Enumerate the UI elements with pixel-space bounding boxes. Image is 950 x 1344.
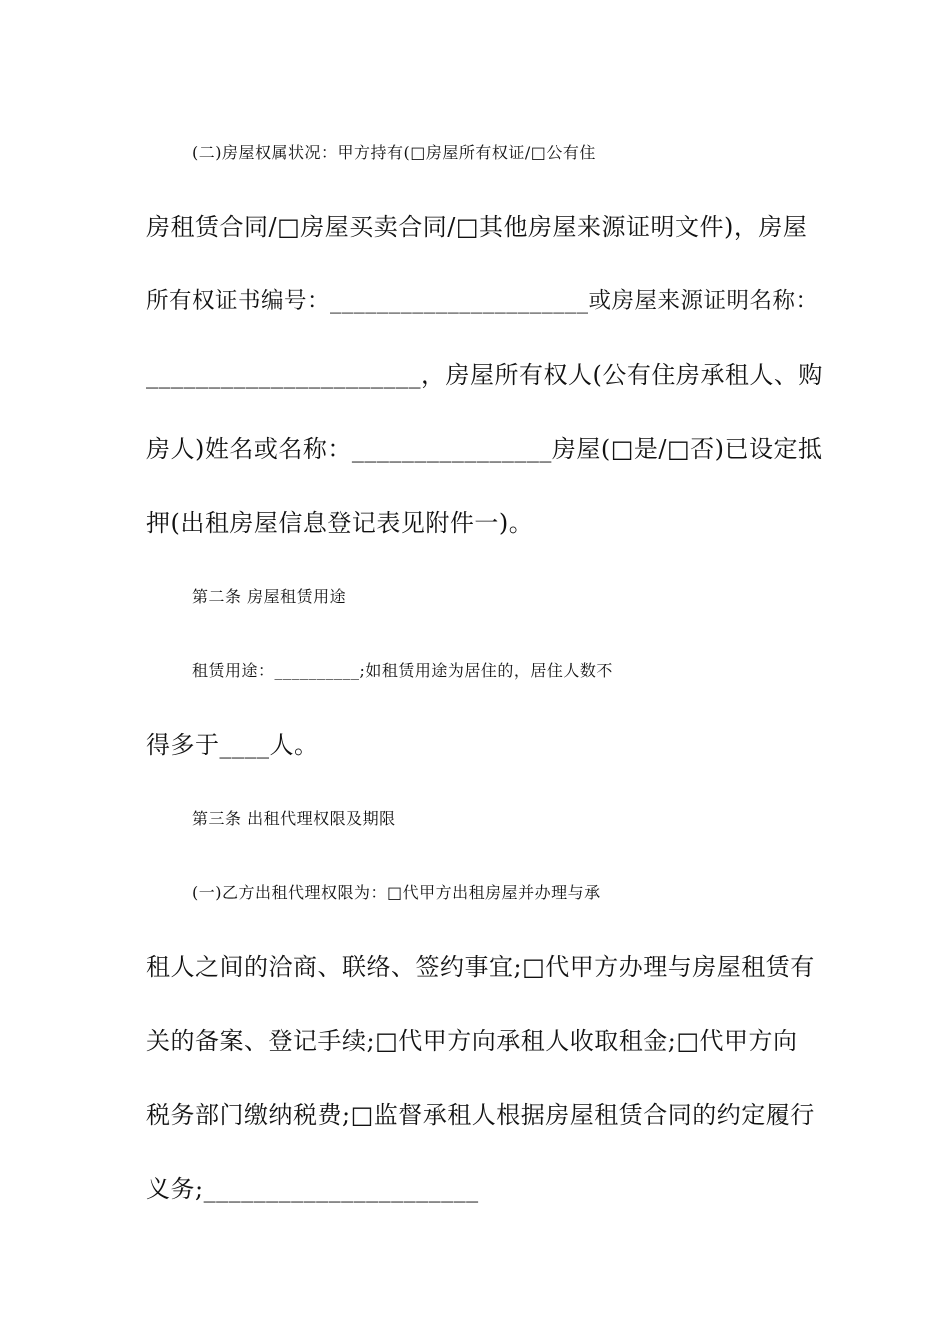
agency-scope-line-3: 关的备案、登记手续;□代甲方向承租人收取租金;□代甲方向 (146, 1027, 798, 1055)
owner-name-line: 房人)姓名或名称：________________房屋(□是/□否)已设定抵 (146, 435, 823, 463)
agency-scope-line-2: 租人之间的洽商、联络、签约事宜;□代甲方办理与房屋租赁有 (146, 953, 815, 981)
mortgage-line: 押(出租房屋信息登记表见附件一)。 (146, 509, 534, 537)
article-3-heading: 第三条 出租代理权限及期限 (192, 809, 396, 828)
lease-purpose-line-2: 得多于____人。 (146, 731, 319, 759)
agency-scope-line-1: (一)乙方出租代理权限为：□代甲方出租房屋并办理与承 (192, 883, 601, 902)
agency-scope-line-4: 税务部门缴纳税费;□监督承租人根据房屋租赁合同的约定履行 (146, 1101, 815, 1129)
lease-purpose-line-1: 租赁用途：__________;如租赁用途为居住的，居住人数不 (192, 661, 613, 680)
clause-2-ownership-line-2: 房租赁合同/□房屋买卖合同/□其他房屋来源证明文件)，房屋 (146, 213, 808, 241)
article-2-heading: 第二条 房屋租赁用途 (192, 587, 347, 606)
certificate-number-line: 所有权证书编号：______________________或房屋来源证明名称： (146, 288, 819, 314)
agency-scope-line-5: 义务;______________________ (146, 1175, 479, 1203)
clause-2-ownership-line-1: (二)房屋权属状况：甲方持有(□房屋所有权证/□公有住 (192, 143, 596, 162)
owner-line: ______________________，房屋所有权人(公有住房承租人、购 (146, 361, 823, 389)
